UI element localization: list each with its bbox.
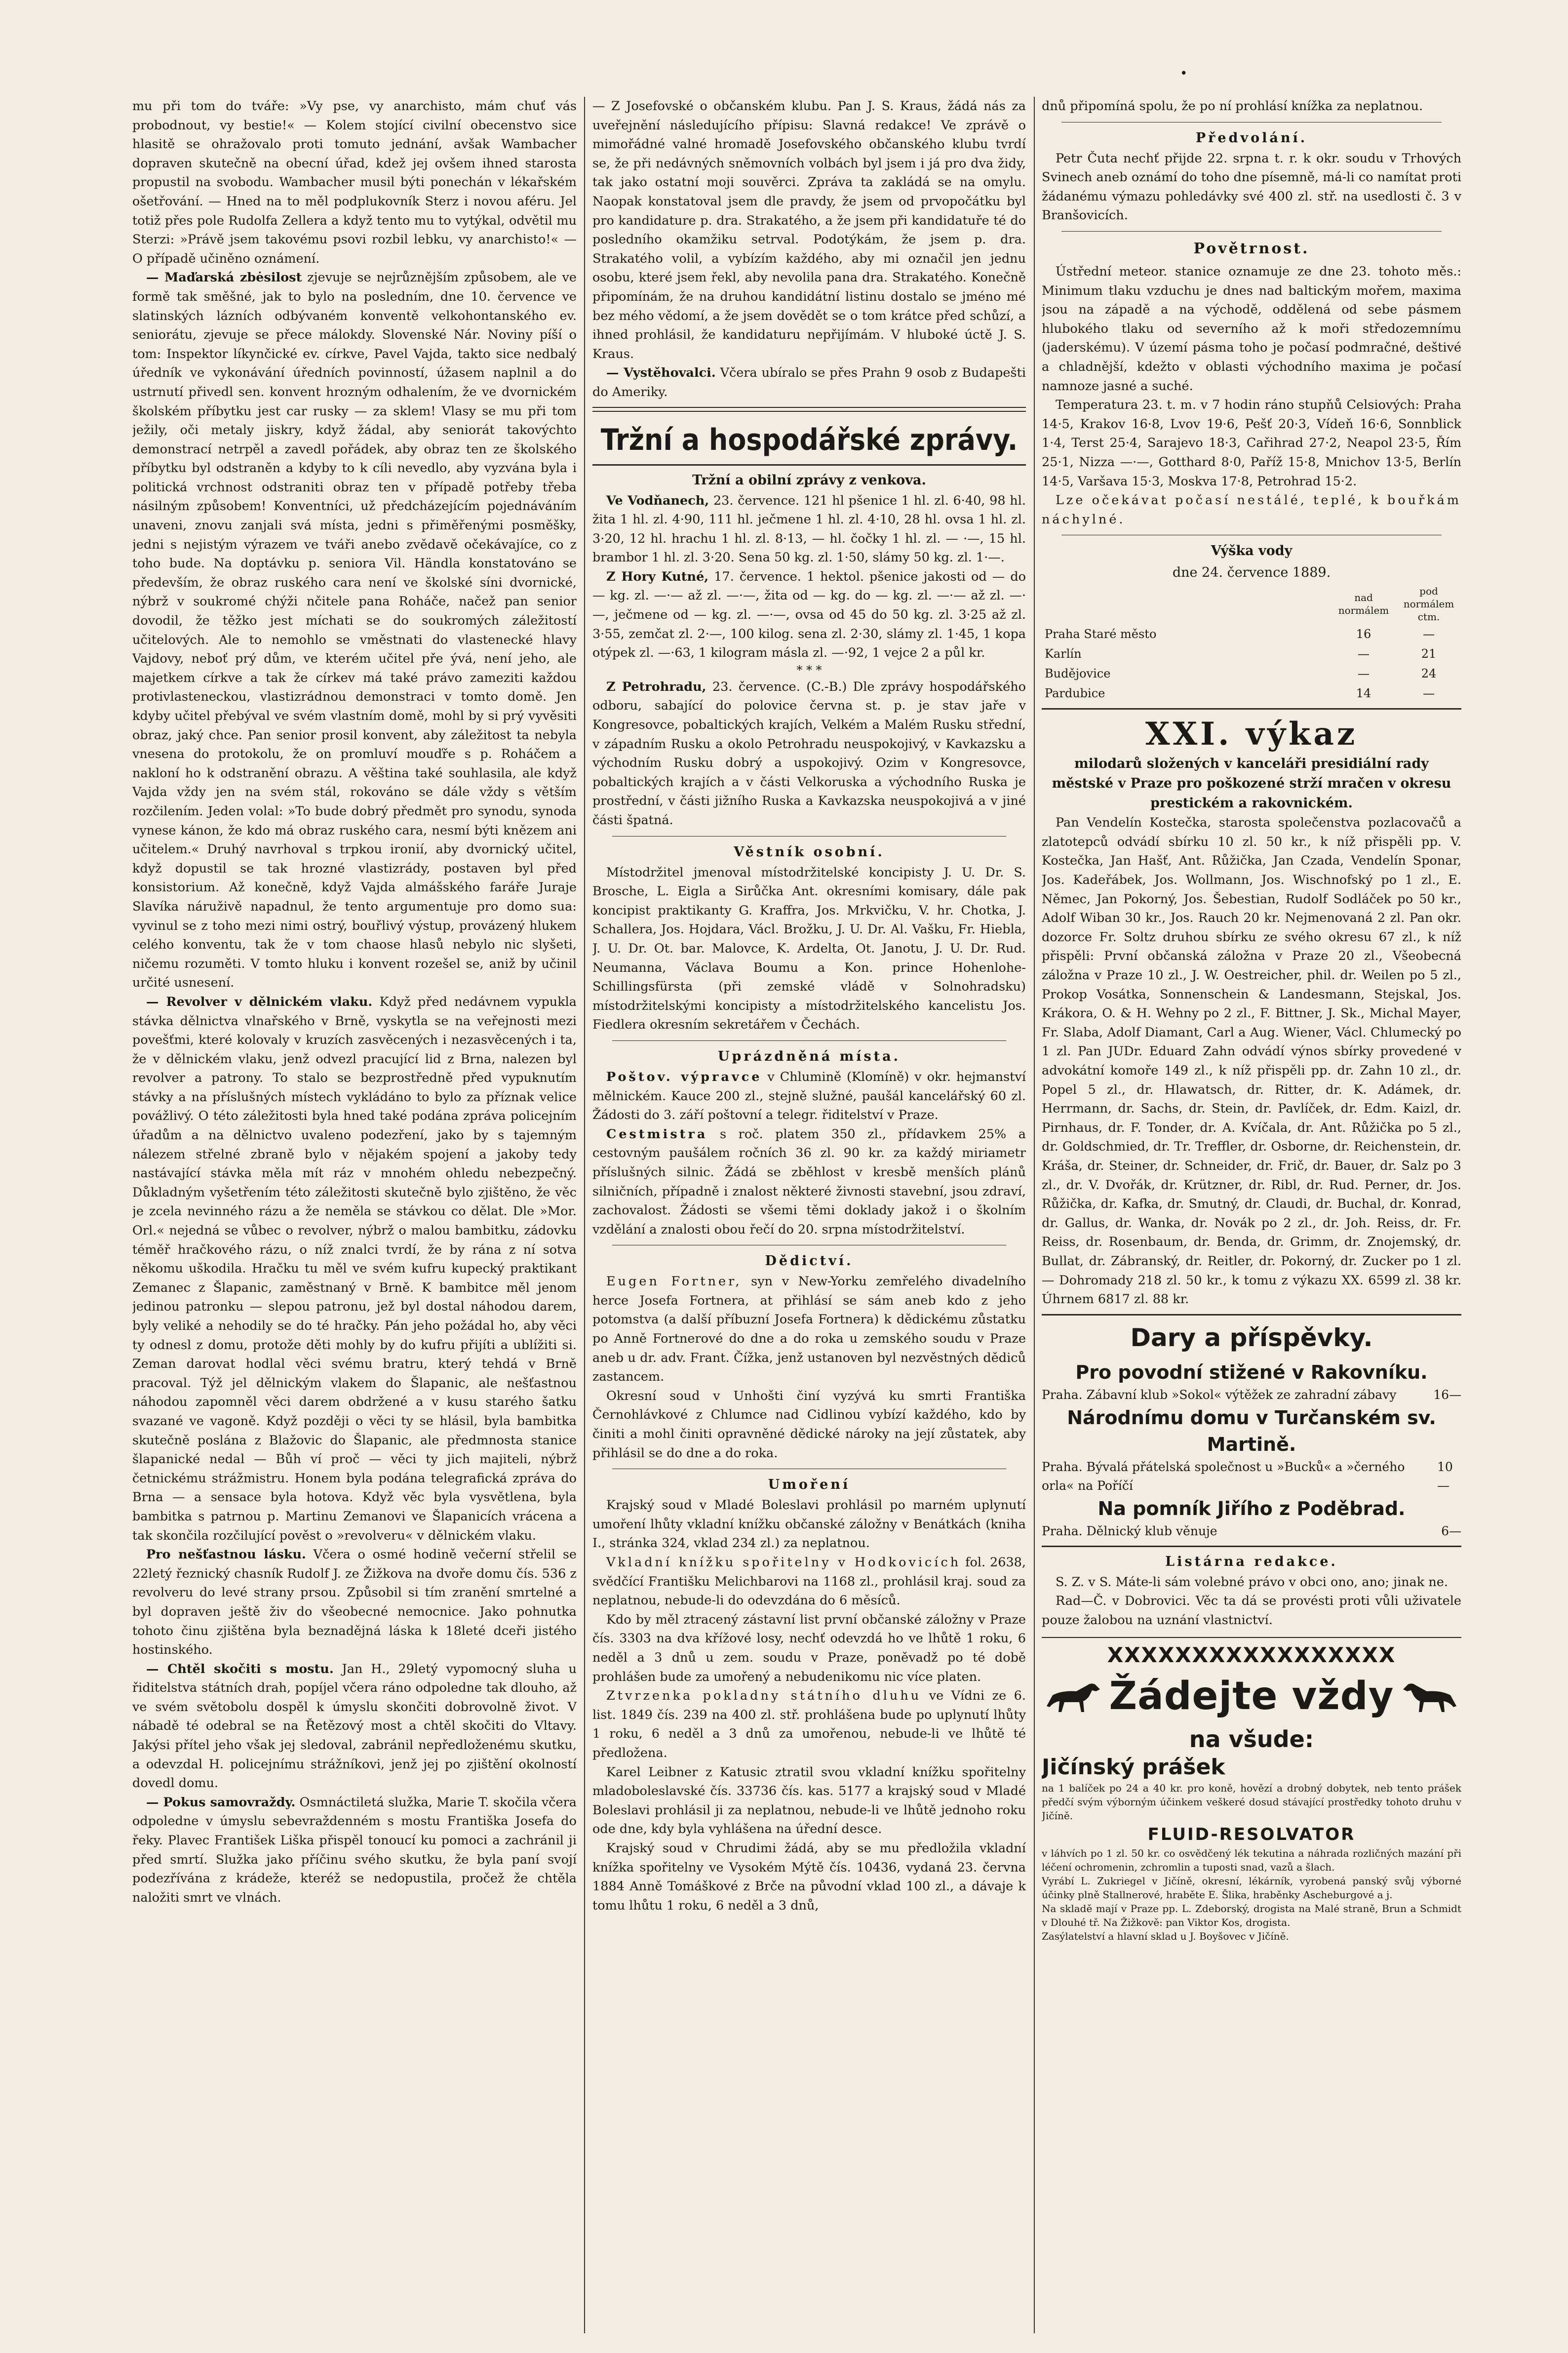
water-table [1042,584,1461,703]
gift-amount: 16— [1433,1387,1461,1402]
article-anarchist: mu při tom do tváře: »Vy pse, vy anarchisto, mám chuť vás probodnout, vy bestie!« — Kolem stojící civilní obecenstvo sice hlasitě se ohražovalo proti tomuto jednání, avšak Wambacher dopraven skutečně na obecní úřad, kdež jej ovšem ihned starosta propustil na svobodu. Wambacher musil býti ponechán v lékařském ošetřování. — Hned na to měl podplukovník Sterz i novou aféru. Jel totiž přes pole Rudolfa Zellera a když tento mu to vytýkal, odvětil mu Sterzi: »Právě jsem takovému psovi rozbil lebku, vy anarchisto!« — O případě učiněno oznámení. [132,99,577,266]
article-josefovske: — Z Josefovské o občanském klubu. Pan J. S. Kraus, žádá nás za uveřejnění následujícího přípisu: Slavná redakce! Ve zprávě o mimořádné valné hromadě Josefovského občanského klubu tvrdí se, že při nedávných sněmovních volbách byl jsem i já pro dva židy, tak jako ostatní moji souvěrci. Zpráva ta zakládá se na omylu. Naopak konstatoval jsem dle pravdy, že jsem od prvopočátku byl pro kandidature p. dra. Strakatého, a že jsem při kandidatuře té do posledního okamžiku setrval. Podotýkám, že jsem p. dra. Strakatého volil, a vybízím každého, aby mi označil jen jednu osobu, které jsem řekl, aby nevolila pana dra. Strakatého. Konečně připomínám, že na druhou kandidátní listinu dostalo se jméno mé bez mého vědomí, a že jsem dovědět se o tom krátce před schůzí, a ihned prohlásil, že kandidaturu nepřijímám. V hluboké úctě J. S. Kraus. [592,99,1026,361]
separator-stars: * * * [796,663,822,677]
dary-subhead-rakovnik: Pro povodní stižené v Rakovníku. [1075,1361,1428,1383]
subhead-listarna: Listárna redakce. [1165,1554,1338,1569]
water-header-pod: pod normálem ctm. [1403,585,1454,623]
subhead-uprazdnena: Uprázdněná místa. [717,1048,901,1064]
water-place: Karlín [1045,647,1082,661]
article-lead: — Chtěl skočiti s mostu. [146,1661,334,1676]
listarna-2: Rad—Č. v Dobrovici. Věc ta dá se provésti proti vůli uživatele pouze žalobou na uznání vlastnictví. [1042,1594,1461,1628]
article-body: syn v New-Yorku zemřelého divadelního herce Josefa Fortnera, at přihlásí se sám aneb kdo z jeho potomstva (a další příbuzní Josefa Fortnera) k dědickému zůstatku po Anně Fortnerové do dne a do roka u zemského soudu v Praze aneb u dr. adv. Frant. Čížka, jenž ustanoven byl nezvěstných dědiců zastancem. [592,1274,1026,1385]
gift-row [1042,1386,1461,1404]
article-lead: — Maďarská zbėsilost [146,270,302,285]
water-row [1042,664,1461,683]
gift-row [1042,1458,1461,1495]
article-body: Když před nedávnem vypukla stávka dělnictva vlnařského v Brně, vyskytla se na veřejnosti mezi povešťmi, které kolovaly v kruzích zasvěcených i nezasvěcených i ta, že v dělnickém vlaku, jenž odvezl pracující lid z Brna, nalezen byl revolver a patrony. To stalo se bezprostředně před vypuknutím stávky a na příslušných místech vykládáno to bylo za příznak velice povážlivý. O této záležitosti byla hned také podána zpráva policejním úřadům a na dělnictvo uvaleno podezření, jako by s tajemným nálezem střelné zbraně bylo v nějakém spojení a jakoby tedy nastávající stávka měla mít ráz v mnohém ohledu nebezpečný. Důkladným vyšetřením této záležitosti skutečně bylo zjištěno, že věc je zcela nevinného rázu a že neměla se stávkou co dělat. Dle »Mor. Orl.« nejedná se vůbec o revolver, nýbrž o malou bambitku, zádovku téměř hračkového rázu, o níž znalci tvrdí, že by rána z ní sotva někomu uškodila. Hračku tu měl ve svém kufru kupecký praktikant Zemanec z Šlapanic, zaměstnaný v Brně. K bambitce měl jenom jedinou patronku — slepou patronu, jež byl dostal náhodou darem, byly veliké a nehodily se do té hračky. Pán jeho požádal ho, aby věci ty odnesl z domu, protože děti mohly by do kufru přijíti a ublížiti si. Zeman darovat hodlal věci svému bratru, který tehdá v Brně pracoval. Týž jel dělnickým vlakem do Šlapanic, ale nešťastnou náhodou zapomněl věci darem obdržené a v kusu starého šatku svazané ve vagoně. Když později o věci ty se hlásil, byla bambitka skutečně poslána z Blažovic do Šlapanic, ale předmnosta stanice šlapanické nedal — Bůh ví proč — věci ty jich majiteli, nýbrž četnickému strážmistru. Honem byla podána telegrafická zpráva do Brna — a sensace byla hotova. Když věc byla vysvětlena, byla bambitka s patrnou p. Martinu Zemanovi ve Šlapanicích vrácena a tak skončila rozčilující pověst o »revolveru« v dělnickém vlaku. [132,994,577,1543]
article-lead: Cestmistra [606,1126,708,1142]
ad-product-prasek: Jičínský prášek [1042,1754,1225,1780]
article-umoreni-2 [592,1553,1026,1610]
xxi-subtitle: milodarů složených v kanceláři presidiální rady městské v Praze pro poškozené strží mračen v okresu prestickém a rakovnickém. [1052,756,1451,811]
gift-amount: 10— [1437,1459,1453,1493]
water-pod: 21 [1421,647,1437,661]
column-3 [1042,97,1461,2333]
ad-text: Na skladě mají v Praze pp. L. Zdeborský, drogista na Malé straně, Brun a Schmidt v Dlouhé tř. Na Žižkově: pan Viktor Kos, drogista. [1042,1902,1461,1928]
article-predvolani: Petr Čuta nechť přijde 22. srpna t. r. k okr. soudu v Trhových Svinech aneb oznámí do toho dne písemně, má-li co namítat proti žádanému výmazu pohledávky své 400 zl. stř. na usedlosti č. 3 v Branšovicích. [1042,151,1461,223]
article-body: Včera ubíralo se přes Prahn 9 osob z Budapešti do Ameriky. [592,365,1026,399]
article-laska [132,1545,577,1660]
article-lead: Ve Vodňanech, [606,493,709,508]
water-place: Budějovice [1045,667,1111,681]
divider [1042,1546,1461,1547]
column-rule-1 [584,97,585,2333]
advertisement [1042,1637,1461,1943]
article-continued: dnů připomíná spolu, že po ní prohlásí knížka za neplatnou. [1042,99,1423,114]
subhead-vestnik: Věstník osobní. [734,844,885,860]
ad-text: na 1 balíček po 24 a 40 kr. pro koně, hovězí a drobný dobytek, neb tento prášek předčí svým výborným účinkem veškeré dosud stávající prostředky tohoto druhu v Jičíně. [1042,1782,1461,1822]
article-umoreni-6: Krajský soud v Chrudimi žádá, aby se mu předložila vkladní knížka spořitelny ve Vysokém Mýtě čís. 10436, vydaná 23. června 1884 Anně Tomáškové z Brče na původní vklad 100 zl., a dávaje k tomu lhůtu 1 roku, 6 neděl a 3 dnů, [592,1840,1026,1913]
article-lead: Poštov. výpravce [606,1069,762,1084]
article-povetrnost: Ústřední meteor. stanice oznamuje ze dne 23. tohoto měs.: Minimum tlaku vzduchu je dnes nad baltickým mořem, maxima jsou na západě a na východě, oddělená od sebe pásmem hlubokého tlaku od severního až k moři středozemnímu (jaderskému). V území pásma toho je počasí podmračné, deštivé a chladnější, kdežto v oblasti východního maxima je počasí namnoze jasné a suché. [1042,264,1461,394]
ad-vsude: na všude: [1189,1725,1314,1753]
article-umoreni-1: Krajský soud v Mladé Boleslavi prohlásil po marném uplynutí umoření lhůty vkladní knížku občanské záložny v Benátkách (kniha I., stránka 324, vklad 234 zl.) za neplatnou. [592,1498,1026,1551]
water-header-row [1042,584,1461,624]
article-umoreni-4 [592,1686,1026,1762]
subhead-dedictvi: Dědictví. [765,1253,854,1269]
water-nad: 14 [1356,686,1372,701]
article-revolver [132,993,577,1545]
subhead-povetrnost: Povětrnost. [1193,239,1310,257]
article-umoreni-3: Kdo by měl ztracený zástavní list první občanské záložny v Praze čís. 3303 na dva křížové losy, nechť odevzdá ho ve lhůtě 1 roku, 6 neděl a 3 dnů u zem. soudu v Praze, poněvadž po té době prohlášen bude za umořený a nebudenikomu nic více platen. [592,1612,1026,1684]
market-petrohrad [592,678,1026,830]
water-row [1042,624,1461,644]
article-lead: Z Petrohradu, [606,679,706,694]
ad-header [1042,1673,1461,1720]
subhead-predvolani: Předvolání. [1195,130,1308,146]
ad-text: Vyrábí L. Zukriegel v Jičíně, okresní, lékárník, vyrobená panský svůj výborné účinky plně Stallnerové, hraběte E. Šlika, hraběnky Ascheburgové a j. [1042,1874,1461,1901]
ad-text: Zasýlatelství a hlavní sklad u J. Boyšovec v Jičíně. [1042,1930,1289,1942]
article-cestmistr [592,1125,1026,1239]
article-vystehovalci [592,363,1026,401]
divider [612,1040,1006,1041]
article-umoreni-5: Karel Leibner z Katusic ztratil svou vkladní knížku spořitelny mladoboleslavské čís. 33736 čís. kas. 5177 a krajský soud v Mladé Boleslavi prohlásil ji za neplatnou, nebude-li ve lhůtě jednoho roku ode dne, kdy byla vyhlášena na úřední desce. [592,1764,1026,1837]
article-body: Osmnáctiletá služka, Marie T. skočila včera odpoledne v úmyslu sebevraždenném s mostu Františka Josefa do řeky. Plavec František Liška přispěl tonoucí ku pomoci a zachránil ji před smrtí. Služka jako příčinu svého skutku, že byla paní svojí podezřívána z krádeže, kteréž se nedopustila, pročež že chtěla naložiti smrt ve vlnách. [132,1795,577,1905]
article-lead: Ztvrzenka pokladny státního dluhu [606,1688,922,1704]
article-body: 23. července. 121 hl pšenice 1 hl. zl. 6·40, 98 hl. žita 1 hl. zl. 4·90, 111 hl. ječmene 1 hl. zl. 4·10, 28 hl. ovsa 1 hl. zl. 3·20, 12 hl. hrachu 1 hl. zl. 8·13, — hl. čočky 1 hl. zl. — ·—, 15 hl. brambor 1 hl. zl. 3·20. Sena 50 kg. zl. 1·50, slámy 50 kg. zl. 1·—. [592,493,1026,565]
ad-text: v láhvích po 1 zl. 50 kr. co osvědčený lék tekutina a náhrada rozličných mazání při léčení ochromenin, zchromlin a tuposti snad, vazů a šlach. [1042,1847,1461,1873]
ad-title: Žádejte vždy [1109,1674,1394,1718]
headline-dary: Dary a příspěvky. [1130,1323,1373,1352]
market-kutna-hora [592,567,1026,663]
article-body: 17. července. 1 hektol. pšenice jakosti od — do — kg. zl. —·— až zl. —·—, žita od — kg. do — kg. zl. —·— až zl. —·—, ječmene od — kg. zl. —·—, ovsa od 45 do 50 kg. zl. 3·25 až zl. 3·55, zemčat zl. 2·—, 100 kilog. sena zl. 2·30, slámy zl. 1·45, 1 kopa otýpek zl. —·63, 1 kilogram másla zl. —·92, 1 vejce 2 a půl kr. [592,569,1026,661]
article-body: ve Vídni ze 6. list. 1849 čís. 239 na 400 zl. stř. prohlášena bude po uplynutí lhůty 1 roku, 6 neděl a 3 dnů za umořenou, nebude-li ve lhůtě té předložena. [592,1688,1026,1760]
article-lead: — Revolver v dělnickém vlaku. [146,994,373,1009]
article-body: Františka Černohlávkové z Chlumce nad Cidlinou vybízí každého, kdo by činiti a mohl činiti opravněné dědické nároky na její zůstatek, aby přihlásil se do dne a do roka. [592,1388,1026,1461]
article-lead: — Pokus samovraždy. [146,1795,296,1810]
gift-label: Praha. Bývalá přátelská společnost u »Bucků« a »černého orla« na Poříčí [1042,1459,1405,1493]
article-madarska [132,268,577,993]
water-nad: — [1358,667,1370,681]
dary-subhead-martin: Národnímu domu v Turčanském sv. Martině. [1067,1406,1436,1455]
divider [1061,231,1442,232]
article-vestnik: Místodržitel jmenoval místodržitelské koncipisty J. U. Dr. S. Broschе, L. Eigla a Sirůčka Ant. okresními komisary, dále pak koncipist praktikanty G. Kraffra, Jos. Mrkvičku, V. hr. Chotka, J. Schallera, Jos. Hojdara, Václ. Brožku, J. U. Dr. Al. Vašku, Fr. Hiebla, J. U. Dr. Ot. bar. Malovce, K. Ardelta, Ot. Janotu, J. U. Dr. Rud. Neumanna, Václava Boumu a Kon. prince Hohenlohe-Schillingsfürsta (při zemské vládě v Solnohradsku) místodržitelskými koncipisty a místodržitelského kancelistu Jos. Fiedlera okresním sekretářem v Čechách. [592,865,1026,1033]
section-headline-trzni: Tržní a hospodářské zprávy. [600,422,1018,457]
water-place: Pardubice [1045,686,1105,701]
subhead-obilni: Tržní a obilní zprávy z venkova. [692,472,926,488]
article-lead: Okresní soud v Unhošti činí vyzývá ku smrti [606,1388,952,1403]
article-postov [592,1068,1026,1125]
water-place: Praha Staré město [1045,627,1157,641]
gift-amount: 6— [1441,1523,1461,1538]
column-rule-2 [1034,97,1035,2333]
article-body: 23. července. (C.-B.) Dle zprávy hospodářského odboru, sabající do polovice června st. p. je stav jaře v Kongresovce, pobaltických krajích, Velkém a Malém Rusku střední, v západním Rusku a okolo Petrohradu neuspokojivý, v Kavkazsku a východním Rusku dobrý a uspokojivý. Ozim v Kongresovce, pobaltických krajích a v části Velkoruska a východního Ruska je prostřední, v části jižního Ruska a Kavkazska neuspokojivá a v jiné části špatná. [592,679,1026,828]
ad-border-pattern: XXXXXXXXXXXXXXXXX [1107,1642,1396,1667]
gift-label: Praha. Zábavní klub »Sokol« výtěžek ze zahradní zábavy [1042,1387,1397,1402]
column-1 [132,97,577,2333]
dary-subhead-podebrad: Na pomník Jiřího z Poděbrad. [1098,1497,1406,1519]
water-row [1042,683,1461,703]
article-body: s roč. platem 350 zl., přídavkem 25% a cestovným paušálem ročních 36 zl. 90 kr. za každý miriametr příslušných silnic. Žádá se zběhlost v kresbě menších plánů silničních, případně i znalost některé živnosti stavební, jsou zdraví, zachovalost. Žádosti se všemi těmi doklady jakož i o školním vzdělání a znalosti obou řečí do 20. srpna místodržitelství. [592,1126,1026,1237]
article-lead: Eugen Fortner, [606,1274,742,1289]
headline-xxi-vykaz: XXI. výkaz [1145,716,1358,753]
divider [1042,708,1461,710]
water-row [1042,644,1461,664]
column-2 [592,97,1026,2333]
article-body: Jan H., 29letý vypomocný sluha u řiditelstva státních drah, popíjel včera ráno odpoledne tak dlouho, až ve svém světobolu dospěl k úmyslu skončiti dobrovolně život. V nábadě té odebral se na Řetězový most a chtěl skočiti do Vltavy. Jakýsi přítel jeho však jej sledoval, zabránil nepředloženému skutku, a odevzdal H. policejnímu strážníkovi, jenž jej po zjištění okolností dovedl domu. [132,1661,577,1791]
page-mark: • [1180,66,1188,81]
article-most [132,1660,577,1793]
water-date: dne 24. července 1889. [1172,565,1331,581]
article-lead: Z Hory Kutné, [606,569,709,584]
article-forecast: Lze očekávat počasí nestálé, teplé, k bouřkám náchylné. [1042,493,1461,527]
market-vodnany [592,491,1026,567]
article-body: Včera o osmé hodině večerní střelil se 22letý řeznický chasník Rudolf J. ze Žižkova na dvoře domu čís. 536 z revolveru do levé strany prsou. Způsobil si tím zranění smrtelné a byl dopraven ještě živ do všeobecné nemocnice. Jako pohnutka tohoto činu zjištěna byla beznadějná láska k 18leté dceři jistého hostinského. [132,1547,577,1658]
listarna-1: S. Z. v S. Máte-li sám volebné právo v obci ono, ano; jinak ne. [1056,1574,1448,1590]
ad-product-fluid: FLUID-RESOLVATOR [1147,1824,1356,1844]
article-temperatura: Temperatura 23. t. m. v 7 hodin ráno stupňů Celsiových: Praha 14·5, Krakov 16·8, Lvov 19·6, Pešť 20·3, Vídeň 16·6, Sonnblick 1·4, Terst 25·4, Sarajevo 18·3, Cařihrad 27·2, Neapol 23·5, Řím 25·1, Nizza —·—, Gotthard 8·0, Paříž 15·8, Mnichov 13·5, Berlín 14·5, Varšava 15·3, Moskva 17·8, Petrohrad 15·2. [1042,398,1461,489]
article-body: fol. 2638, svědčící Františku Melichbarovi na 1168 zl., prohlásil kraj. soud za neplatnou, nebude-li do odevzdána do 6 měsíců. [592,1555,1026,1608]
water-nad: — [1358,647,1370,661]
gift-row [1042,1522,1461,1541]
horse-icon [1042,1676,1106,1716]
divider [612,836,1006,837]
water-pod: — [1423,627,1435,641]
subhead-umoreni: Umoření [768,1477,851,1493]
article-milodary: Pan Vendelín Kostečka, starosta společenstva pozlacovačů a zlatotepců odvádí sbírku 10 zl. 50 kr., k níž přispěli pp. V. Kostečka, Jan Hašť, Ant. Růžička, Jan Czada, Vendelín Sponar, Jos. Kadeřábek, Jos. Wollmann, Jos. Wischnofský po 1 zl., E. Němec, Jan Pokorný, Jos. Šebestian, Rudolf Sodláček po 50 kr., Adolf Wiban 30 kr., Jos. Rauch 20 kr. Nejmenovaná 2 zl. Pan okr. dozorce Fr. Soltz druhou sbírku ze svého okresu 67 zl., k níž přispěli: První občanská záložna v Praze 20 zl., Všeobecná záložna v Praze 10 zl., J. W. Oestreicher, phil. dr. Weilen po 5 zl., Prokop Vosátka, Sonnenschein & Landesmann, Stejskal, Jos. Krákora, O. & H. Wehny po 2 zl., F. Bittner, J. Sk., Michal Mayer, Fr. Slaba, Adolf Diamant, Carl a Aug. Wiener, Václ. Chlumecký po 1 zl. Pan JUDr. Eduard Zahn odvádí výnos sbírky provedené v advokátní komoře 149 zl., k níž přispěli pp. dr. Zahn 10 zl., dr. Popel 5 zl., dr. Hlawatsch, dr. Ritter, dr. K. Adámek, dr. Herrmann, dr. Sachs, dr. Stein, dr. Pavlíček, dr. Edm. Kaizl, dr. Pirnhaus, dr. F. Tonder, dr. A. Kvíčala, dr. Ant. Růžička po 5 zl., dr. Goldschmied, dr. Tr. Treffler, dr. Osborne, dr. Reichenstein, dr. Kráša, dr. Steiner, dr. Schneider, dr. Frič, dr. Bauer, dr. Salz po 3 zl., dr. V. Dvořák, dr. Krützner, dr. Ribl, dr. Rud. Perner, dr. Jos. Růžička, dr. Kafka, dr. Smutný, dr. Claudi, dr. Buchal, dr. Konrad, dr. Gallus, dr. Wanka, dr. Novák po 2 zl., dr. Joh. Reiss, dr. Fr. Reiss, dr. Rosenbaum, dr. Benda, dr. Grimm, dr. Znojemský, dr. Bullat, dr. Zábranský, dr. Reitler, dr. Pokorný, dr. Zucker po 1 zl. — Dohromady 218 zl. 50 kr., k tomu z výkazu XX. 6599 zl. 38 kr. Úhrnem 6817 zl. 88 kr. [1042,815,1461,1307]
article-lead: Pro nešťastnou lásku. [146,1547,306,1562]
water-title: Výška vody [1211,543,1293,559]
water-pod: — [1423,686,1435,701]
divider [592,464,1026,466]
article-unhost [592,1387,1026,1463]
water-header-nad: nad normálem [1338,592,1389,617]
horse-icon [1397,1676,1461,1716]
water-pod: 24 [1421,667,1437,681]
article-fortner [592,1272,1026,1387]
divider [1042,1314,1461,1316]
article-lead: — Vystěhovalci. [606,365,716,381]
article-lead: Vkladní knížku spořitelny v Hodkovicích [606,1555,961,1570]
divider [592,407,1026,412]
water-nad: 16 [1356,627,1372,641]
gift-label: Praha. Dělnický klub věnuje [1042,1523,1217,1538]
article-body: v Chlumině (Klomíně) v okr. hejmanství mělnickém. Kauce 200 zl., stejně služné, paušál kancelářský 60 zl. Žádosti do 3. září poštovní a telegr. řiditelství v Praze. [592,1069,1026,1123]
article-samovrazda [132,1793,577,1908]
article-body: zjevuje se nejrůznějším způsobem, ale ve formě tak směšné, jak to bylo na posledním, dne 10. července ve slatinských lázních odbývaném konventě velkohontanského ev. seniorátu, zjevuje se přece málokdy. Slovenské Nár. Noviny píší o tom: Inspektor líkynčické ev. církve, Pavel Vajda, takto sice nedbalý úředník ve vykonávání úředních povinností, úžasem naplnil a do ustrnutí přivedl sen. konvent hrozným odhalením, že ve dvornickém školském příbytku jest car rusky — za sklem! Vlasy se mu při tom ježily, oči metaly jiskry, když žádal, aby seniorát takovýchto demonstrací netrpěl a zavedl pořádek, aby obraz ten ze školského příbytku byl odstraněn a kdyby to k cíli nevedlo, aby vyzvána byla i politická vrchnost odstraniti obraz ten v případě potřeby třeba násilným způsobem! Konventníci, už předcházejícím pojednáváním unaveni, znovu zanjali svá místa, jedni s přiměřenými posměšky, jedni s nejistým výrazem ve tváři anebo zvědavě očekávajíce, co z toho bude. Na doptávku p. seniora Vil. Händla konstatováno se především, že obraz ruského cara není ve školské síni dvornické, nýbrž v soukromé chýži nčitele pana Roháče, načež pan senior dovodil, že těžko jest míchati se do soukromých záležitostí učitelových. Ale to nemohlo se vměstnati do vlastenecké hlavy Vajdovy, neboť prý dům, ve kterém učitel pře ývá, není jeho, ale majetkem církve a tak že církev má také právo zameziti každou protivlasteneckou, vlastizrádnou demonstraci v tomto domě. Jen kdyby učitel přebýval ve svém vlastním domě, mohl by si prý vyvěsiti obraz, jaký chce. Pan senior prosil konvent, aby záležitost ta nebyla vnesena do protokolu, že on promluví mouďře s p. Roháčem a nakloní ho k odstranění obrazu. A věština také souhlasila, ale když Vajda vždy jen na svém stál, rokováno se dále vždy s větším rozčilením. Jeden volal: »To bude dobrý předmět pro synodu, synoda vynese kánon, že kdo má obraz ruského cara, nesmí býti knězem ani učitelem.« Druhý navrhoval s trpkou ironií, aby dvornický učitel, když dopustil se tak hrozné vlastizrády, postaven byl před konsistorium. Až konečně, když Vajda almášského faráře Juraje Slavíka náruživě napadnul, že tento argumentuje pro domo sua: vyvinul se z toho mezi nimi ostrý, bouřlivý výstup, provázený hlukem celého konventu, tak že v tom chaose hlasů nebylo nic slyšeti, ničemu rozuměti. V tomto hluku i konvent rozešel se, aniž by učinil určité usnesení. [132,270,577,991]
